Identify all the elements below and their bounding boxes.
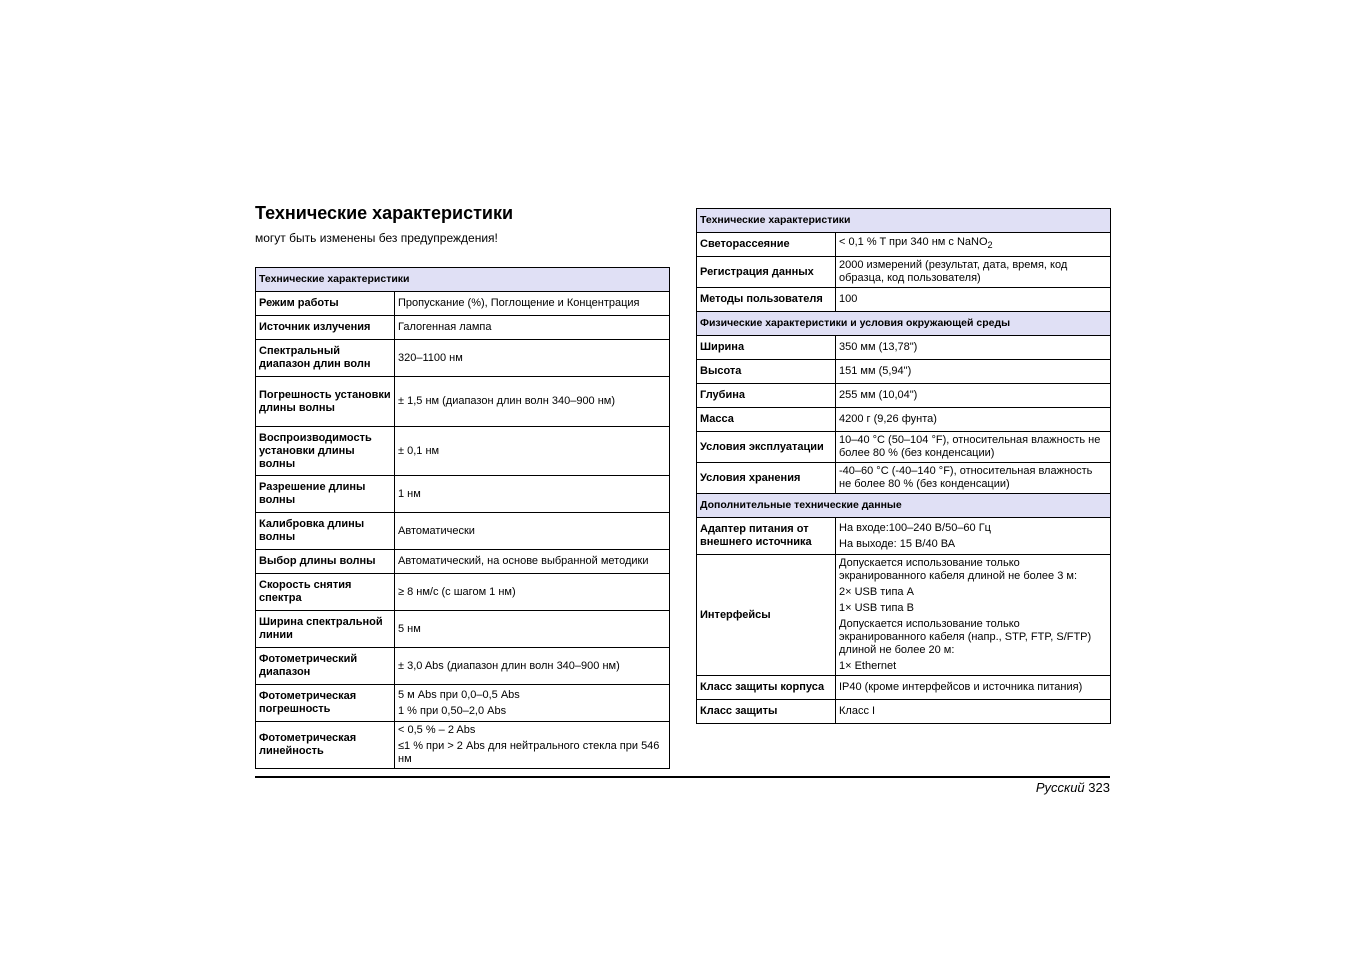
section-header-additional: Дополнительные технические данные — [697, 494, 1111, 518]
spec-value-text: < 0,1 % T при 340 нм с NaNO — [839, 236, 988, 249]
spec-label: Адаптер питания от внешнего источника — [697, 518, 836, 555]
spec-row — [697, 360, 1111, 384]
spec-value-line: Автоматически — [398, 524, 475, 537]
spec-row — [697, 288, 1111, 312]
spec-value — [836, 408, 1111, 432]
spec-label: Фотометрическая погрешность — [256, 685, 395, 722]
spec-value-line: < 0,5 % – 2 Abs — [398, 724, 476, 736]
spec-value — [395, 611, 670, 648]
spec-label: Режим работы — [256, 292, 395, 316]
spec-table-left — [255, 267, 670, 769]
spec-label: Источник излучения — [256, 316, 395, 340]
spec-value-line: 320–1100 нм — [398, 351, 463, 364]
footer-page-number: 323 — [1088, 780, 1110, 795]
section-header-physical: Физические характеристики и условия окружающей среды — [697, 312, 1111, 336]
spec-label: Калибровка длины волны — [256, 513, 395, 550]
spec-row — [256, 377, 670, 427]
spec-row — [697, 384, 1111, 408]
spec-value — [395, 550, 670, 574]
spec-value-line: 5 м Abs при 0,0–0,5 Abs — [398, 688, 520, 701]
spec-value-line: Галогенная лампа — [398, 321, 492, 333]
spec-value — [395, 292, 670, 316]
spec-value — [836, 336, 1111, 360]
spec-value-line: Автоматический, на основе выбранной методики — [398, 555, 649, 567]
spec-label: Регистрация данных — [697, 257, 836, 288]
table-header: Технические характеристики — [697, 209, 1111, 233]
spec-value-line: -40–60 °C (-40–140 °F), относительная влажность не более 80 % (без конденсации) — [839, 465, 1093, 490]
spec-value — [395, 574, 670, 611]
spec-row — [256, 550, 670, 574]
spec-label: Условия эксплуатации — [697, 432, 836, 463]
spec-value-line: 1× USB типа B — [839, 602, 914, 614]
spec-value — [395, 316, 670, 340]
spec-value — [836, 233, 1111, 257]
spec-value-line: Допускается использование только экранированного кабеля длиной не более 3 м: — [839, 557, 1077, 582]
spec-row — [697, 555, 1111, 676]
spec-value — [836, 257, 1111, 288]
spec-label: Скорость снятия спектра — [256, 574, 395, 611]
spec-label: Методы пользователя — [697, 288, 836, 312]
spec-row — [697, 233, 1111, 257]
spec-row — [256, 316, 670, 340]
spec-value-line: Пропускание (%), Поглощение и Концентрация — [398, 297, 640, 309]
spec-value — [836, 360, 1111, 384]
spec-label: Интерфейсы — [697, 555, 836, 676]
spec-label: Ширина — [697, 336, 836, 360]
spec-value-line: На выходе: 15 В/40 ВА — [839, 537, 956, 550]
table-header: Технические характеристики — [256, 268, 670, 292]
spec-row — [697, 463, 1111, 494]
spec-row — [256, 292, 670, 316]
page-footer — [1036, 780, 1110, 795]
spec-label: Погрешность установки длины волны — [256, 377, 395, 427]
spec-label: Светорассеяние — [697, 233, 836, 257]
spec-row — [256, 427, 670, 476]
spec-value-line: Класс I — [839, 705, 876, 717]
spec-label: Ширина спектральной линии — [256, 611, 395, 648]
spec-value — [395, 722, 670, 769]
spec-value — [836, 288, 1111, 312]
spec-row — [256, 611, 670, 648]
spec-value-line: На входе:100–240 В/50–60 Гц — [839, 521, 991, 534]
spec-value-line: ± 1,5 нм (диапазон длин волн 340–900 нм) — [398, 395, 616, 407]
spec-value-line: ≤1 % при > 2 Abs для нейтрального стекла при 546 нм — [398, 740, 660, 765]
spec-row — [697, 676, 1111, 700]
spec-value-line: ± 0,1 нм — [398, 444, 440, 457]
spec-value-line: 1 нм — [398, 487, 421, 500]
spec-value-line: 100 — [839, 293, 858, 305]
spec-value — [836, 676, 1111, 700]
footer-language: Русский — [1035, 780, 1085, 795]
spec-row — [697, 518, 1111, 555]
spec-value-line: ± 3,0 Abs (диапазон длин волн 340–900 нм) — [398, 659, 620, 672]
spec-table-right — [696, 208, 1111, 724]
spec-value — [836, 555, 1111, 676]
spec-label: Класс защиты корпуса — [697, 676, 836, 700]
spec-value-line: 5 нм — [398, 622, 421, 635]
spec-row — [697, 700, 1111, 724]
spec-label: Условия хранения — [697, 463, 836, 494]
spec-value — [395, 513, 670, 550]
spec-row — [697, 257, 1111, 288]
spec-value-line: ≥ 8 нм/с (с шагом 1 нм) — [398, 585, 516, 598]
spec-label: Фотометрический диапазон — [256, 648, 395, 685]
spec-row — [256, 513, 670, 550]
spec-row — [697, 432, 1111, 463]
spec-value-line: IP40 (кроме интерфейсов и источника питания) — [839, 681, 1083, 693]
spec-value — [395, 476, 670, 513]
page-subtitle: могут быть изменены без предупреждения! — [255, 231, 498, 245]
spec-value-line: 151 мм (5,94") — [839, 365, 912, 377]
spec-value — [836, 432, 1111, 463]
spec-value — [395, 685, 670, 722]
spec-value-line: Допускается использование только экранированного кабеля (напр., STP, FTP, S/FTP) длиной не более 20 м: — [839, 618, 1092, 656]
spec-value — [836, 384, 1111, 408]
spec-label: Фотометрическая линейность — [256, 722, 395, 769]
spec-value — [836, 463, 1111, 494]
spec-value — [836, 518, 1111, 555]
spec-value-line: 2000 измерений (результат, дата, время, код образца, код пользователя) — [839, 259, 1068, 284]
spec-value-line: 10–40 °C (50–104 °F), относительная влажность не более 80 % (без конденсации) — [839, 434, 1101, 459]
spec-row — [256, 648, 670, 685]
spec-value-line: 350 мм (13,78") — [839, 341, 918, 353]
spec-label: Воспроизводимость установки длины волны — [256, 427, 395, 476]
spec-row — [256, 722, 670, 769]
spec-row — [256, 340, 670, 377]
spec-label: Класс защиты — [697, 700, 836, 724]
spec-label: Глубина — [697, 384, 836, 408]
spec-row — [256, 685, 670, 722]
spec-row — [256, 476, 670, 513]
page-title: Технические характеристики — [255, 203, 514, 223]
footer-rule — [255, 776, 1110, 778]
spec-value — [836, 700, 1111, 724]
spec-value — [395, 648, 670, 685]
spec-row — [697, 408, 1111, 432]
spec-label: Выбор длины волны — [256, 550, 395, 574]
spec-value-line: 1× Ethernet — [839, 660, 897, 672]
spec-label: Разрешение длины волны — [256, 476, 395, 513]
spec-row — [697, 336, 1111, 360]
spec-value — [395, 377, 670, 427]
spec-value-subscript: 2 — [987, 240, 993, 251]
spec-value-line: 1 % при 0,50–2,0 Abs — [398, 704, 507, 717]
spec-value-line: 4200 г (9,26 фунта) — [839, 413, 937, 425]
spec-value-line: 255 мм (10,04") — [839, 389, 918, 401]
spec-label: Спектральный диапазон длин волн — [256, 340, 395, 377]
spec-label: Масса — [697, 408, 836, 432]
spec-label: Высота — [697, 360, 836, 384]
spec-value — [395, 340, 670, 377]
spec-value — [395, 427, 670, 476]
spec-value-line: 2× USB типа A — [839, 586, 914, 598]
spec-row — [256, 574, 670, 611]
